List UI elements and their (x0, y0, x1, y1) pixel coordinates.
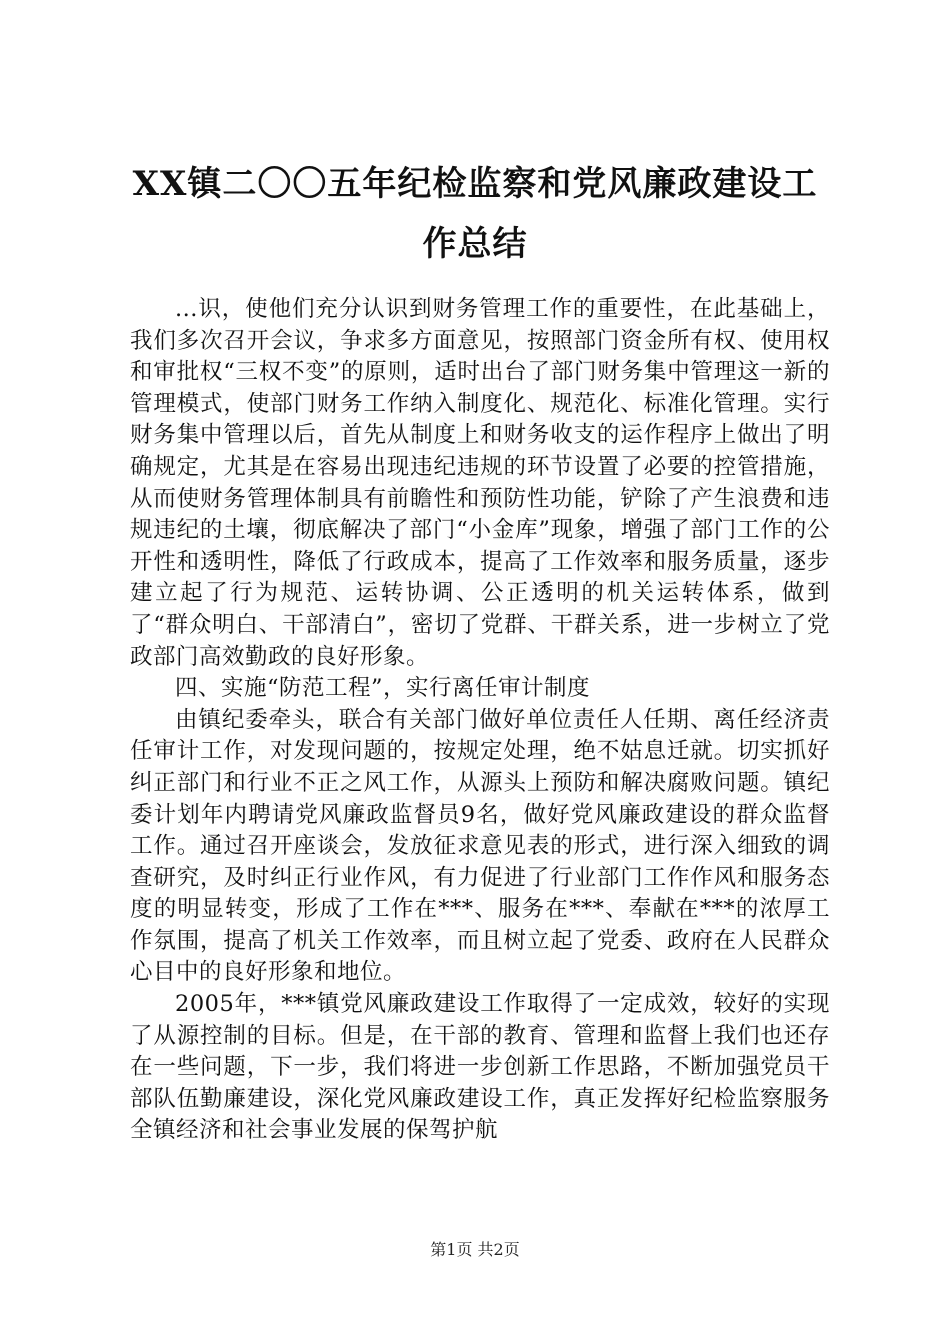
paragraph-audit: 由镇纪委牵头，联合有关部门做好单位责任人任期、离任经济责任审计工作，对发现问题的，按规定处理，绝不姑息迁就。切实抓好纠正部门和行业不正之风工作，从源头上预防和解决腐败问题。镇纪委计划年内聘请党风廉政监督员9名，做好党风廉政建设的群众监督工作。通过召开座谈会，发放征求意见表的形式，进行深入细致的调查研究，及时纠正行业作风，有力促进了行业部门工作作风和服务态度的明显转变，形成了工作在***、服务在***、奉献在***的浓厚工作氛围，提高了机关工作效率，而且树立起了党委、政府在人民群众心目中的良好形象和地位。 (130, 706, 830, 986)
paragraph-financial-management: ...识，使他们充分认识到财务管理工作的重要性，在此基础上，我们多次召开会议，争求多方面意见，按照部门资金所有权、使用权和审批权“三权不变”的原则，适时出台了部门财务集中管理这一新的管理模式，使部门财务工作纳入制度化、规范化、标准化管理。实行财务集中管理以后，首先从制度上和财务收支的运作程序上做出了明确规定，尤其是在容易出现违纪违规的环节设置了必要的控管措施，从而使财务管理体制具有前瞻性和预防性功能，铲除了产生浪费和违规违纪的土壤，彻底解决了部门“小金库”现象，增强了部门工作的公开性和透明性，降低了行政成本，提高了工作效率和服务质量，逐步建立起了行为规范、运转协调、公正透明的机关运转体系，做到了“群众明白、干部清白”，密切了党群、干群关系，进一步树立了党政部门高效勤政的良好形象。 (130, 296, 830, 670)
page-number-footer: 第1页 共2页 (430, 1240, 520, 1259)
document-body (130, 294, 830, 1147)
document-title-line-1: XX镇二〇〇五年纪检监察和党风廉政建设工 (132, 164, 818, 204)
section-heading-prevention: 四、实施“防范工程”，实行离任审计制度 (175, 675, 591, 702)
paragraph-summary: 2005年，***镇党风廉政建设工作取得了一定成效，较好的实现了从源控制的目标。但是，在干部的教育、管理和监督上我们也还存在一些问题，下一步，我们将进一步创新工作思路，不断加强党员干部队伍勤廉建设，深化党风廉政建设工作，真正发挥好纪检监察服务全镇经济和社会事业发展的保驾护航 (130, 991, 830, 1144)
document-title-line-2: 作总结 (422, 224, 528, 264)
